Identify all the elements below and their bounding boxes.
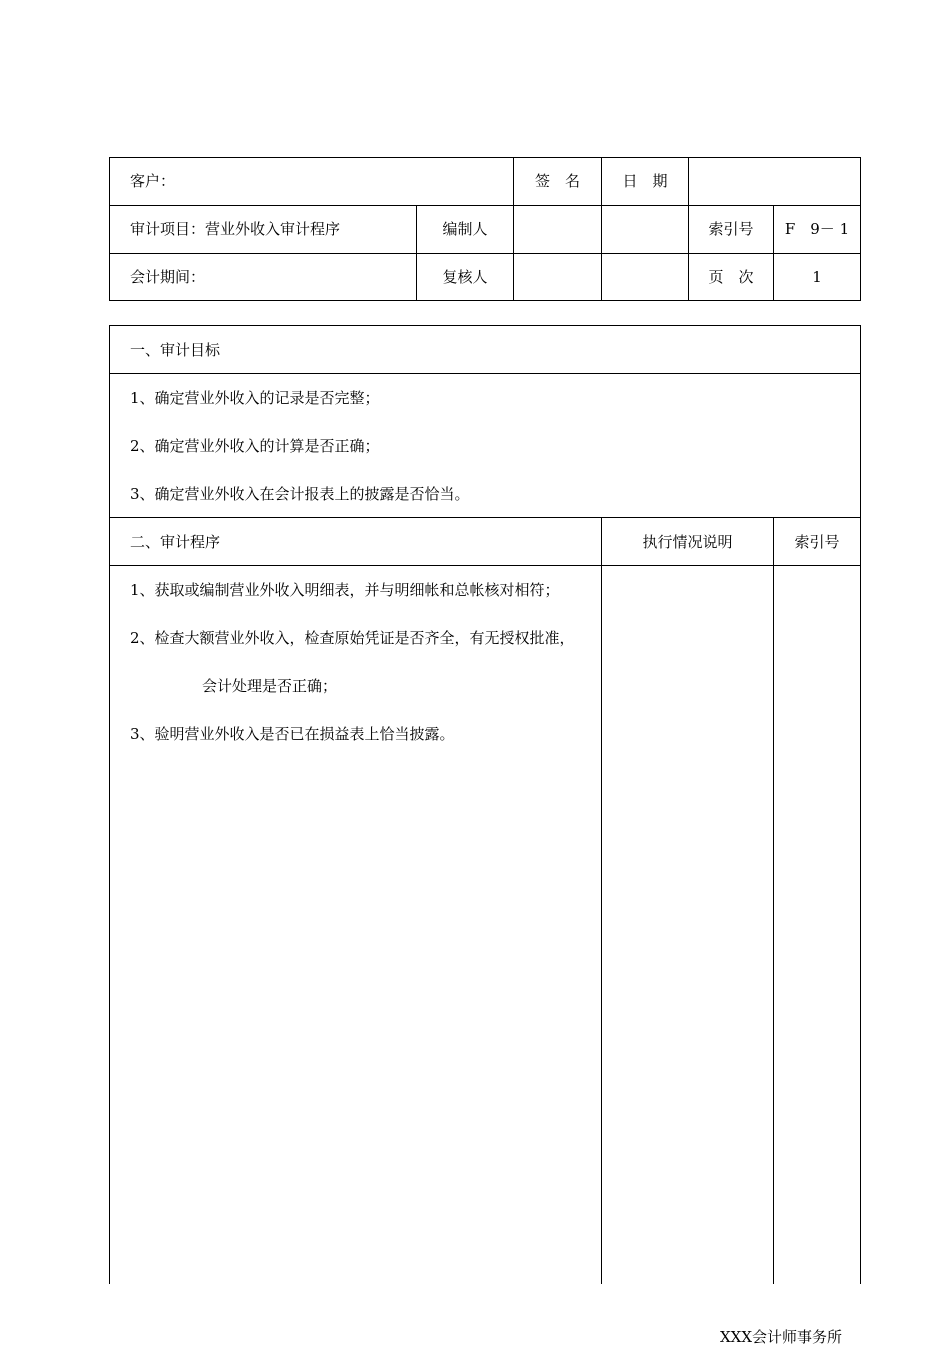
procedure-item: 会计处理是否正确； [202,677,338,695]
procedure-item: 3、验明营业外收入是否已在损益表上恰当披露。 [130,725,455,743]
index-column-header: 索引号 [794,533,840,551]
index-value: F 9－ 1 [784,220,850,238]
date-label: 日 期 [622,172,668,190]
objective-item: 3、确定营业外收入在会计报表上的披露是否恰当。 [130,485,470,503]
index-label: 索引号 [708,220,754,238]
procedures-title: 二、审计程序 [130,533,221,551]
execution-column-header: 执行情况说明 [642,533,733,551]
firm-name: XXX会计师事务所 [720,1328,843,1346]
page-label: 页 次 [708,268,754,286]
objective-item: 2、确定营业外收入的计算是否正确； [130,437,380,455]
audit-item-label: 审计项目：营业外收入审计程序 [130,220,341,238]
sign-label: 签 名 [534,172,580,190]
procedure-item: 2、检查大额营业外收入，检查原始凭证是否齐全，有无授权批准， [130,629,575,647]
preparer-label: 编制人 [442,220,488,238]
procedure-item: 1、获取或编制营业外收入明细表，并与明细帐和总帐核对相符； [130,581,560,599]
objectives-title: 一、审计目标 [130,341,221,359]
page-value: 1 [812,268,822,286]
client-label: 客户： [130,172,176,190]
objective-item: 1、确定营业外收入的记录是否完整； [130,389,380,407]
period-label: 会计期间： [130,268,206,286]
reviewer-label: 复核人 [442,268,488,286]
